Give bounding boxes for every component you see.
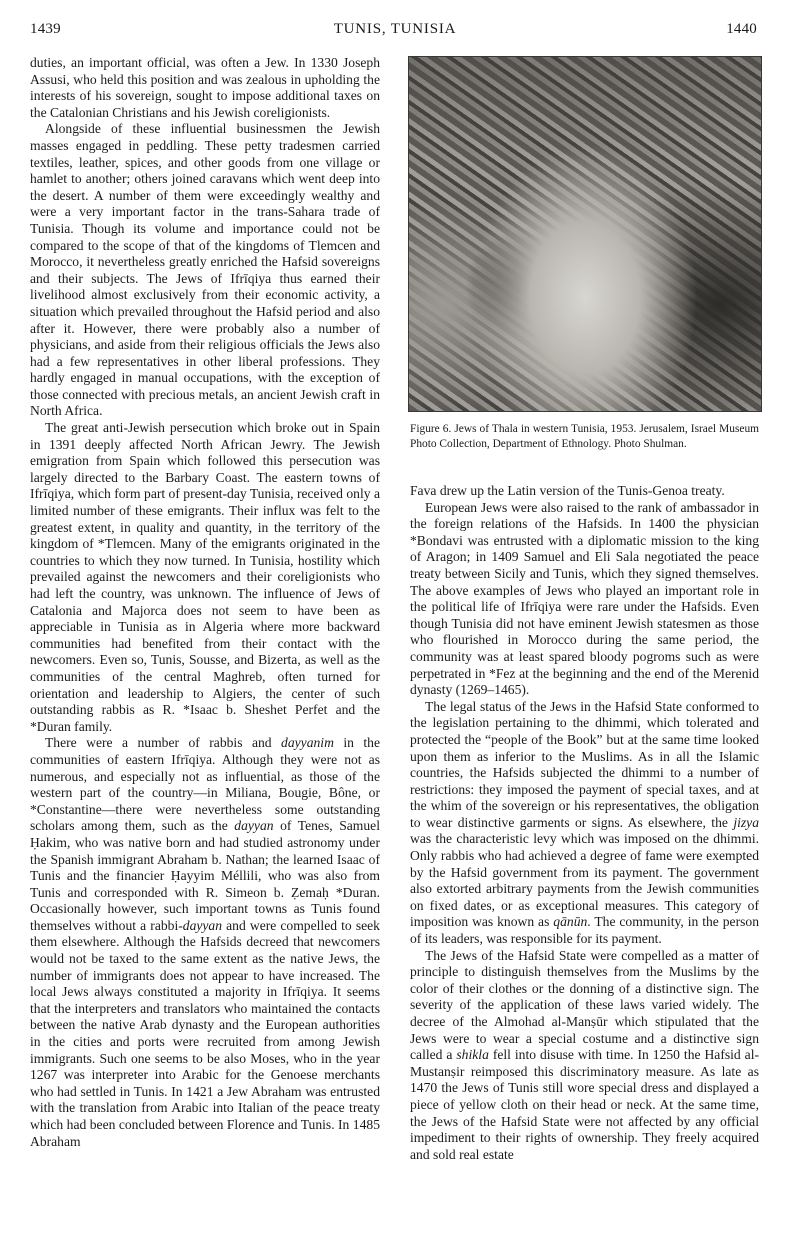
text-run: European Jews were also raised to the rank of ambassador in the foreign relations of the Hafsids. In 1400 the physician *Bondavi was entrusted with a diplomatic mission to the king of Aragon; in 1409 Samuel and Eli Sala negotiated the peace treaty between Sicily and Tunis, which they signed themselves. The above examples of Jews who played an important role in the political life of Ifrīqiya were rare under the Hafsids. Even though Tunisia did not have eminent Jewish statesmen as those who flourished in Morocco during the same period, the community was at least spared bloody pogroms such as were perpetrated in *Fez at the beginning and the end of the Merenid dynasty (1269–1465). — [410, 499, 759, 698]
text-run: The legal status of the Jews in the Hafsid State conformed to the legislation pertaining to the dhimmi, which tolerated and protected the “people of the Book” but at the same time looked upon them as inferior to the Muslims. As in all the Islamic countries, the Hafsids subjected the dhimmi to a number of restrictions: they imposed the payment of special taxes, and at the whim of the sovereign or his representatives, the obligation to wear distinctive garments or signs. As elsewhere, the — [410, 698, 759, 830]
text-run: was the characteristic levy which was imposed on the dhimmi. Only rabbis who had achieved a degree of fame were exempted by the Hafsid government from its payment. The government also extorted arbitrary payments from the Jewish communities on fixed dates, or as exceptional measures. This category of imposition was known as — [410, 831, 759, 930]
page-number-right: 1440 — [726, 21, 757, 37]
text-run: in the communities of eastern Ifrīqiya. Although they were not as numerous, and especially not as influential, as those of the western part of the country—in Miliana, Bougie, Bône, or *Constantine—there were nevertheless some outstanding scholars among them, such as the — [30, 735, 381, 834]
italic-term: dayyanim — [281, 735, 334, 751]
running-title: TUNIS, TUNISIA — [333, 21, 457, 37]
text-run: . The community, in the person of its leaders, was responsible for its payment. — [410, 914, 759, 947]
paragraph — [30, 735, 380, 1150]
figure-photo — [408, 56, 762, 412]
text-run: Fava drew up the Latin version of the Tunis-Genoa treaty. — [410, 483, 725, 498]
text-run: The Jews of the Hafsid State were compelled as a matter of principle to distinguish themselves from the Muslims by the color of their clothes or the donning of a distinctive sign. The severity of the application of these laws varied widely. The decree of the Almohad al-Manṣūr which stipulated that the Jews were to wear a special costume and a distinctive sign called a — [410, 947, 759, 1063]
photo-shading — [409, 57, 761, 411]
paragraph — [30, 420, 380, 735]
text-run: fell into disuse with time. In 1250 the Hafsid al-Mustanṣir reimposed this discriminatory measure. As late as 1470 the Jews of Tunis still wore special dress and displayed a piece of yellow cloth on their head or neck. At the same time, the Jews of the Hafsid State were not affected by any official impediment to their rights of ownership. They freely acquired and sold real estate — [410, 1047, 759, 1162]
left-text-column — [30, 55, 380, 1150]
page-number-left: 1439 — [30, 21, 61, 37]
italic-term: dayyan — [234, 818, 274, 834]
text-run: duties, an important official, was often a Jew. In 1330 Joseph Assusi, who held this position and was zealous in upholding the interests of his sovereign, sought to impose additional taxes on the Catalonian Christians and his Jewish coreligionists. — [30, 55, 380, 120]
text-run: Alongside of these influential businessmen the Jewish masses engaged in peddling. These petty tradesmen carried textiles, leather, spices, and other goods from one village or hamlet to another; others joined caravans which went deep into the desert. A number of them were exceedingly wealthy and were a very important factor in the trans-Sahara trade of Tunisia. Though its volume and importance could not be compared to the scope of that of the kingdoms of Tlemcen and Morocco, it nevertheless greatly enriched the Hafsid sovereigns and their subjects. The Jews of Ifrīqiya thus earned their livelihood almost exclusively from their economic activity, a situation which prevailed throughout the Hafsid period and also after it. However, there were probably also a number of physicians, and aside from their religious officials the Jews also had a few representatives in other liberal professions. They hardly engaged in manual occupations, with the exception of those connected with precious metals, an ancient Jewish craft in North Africa. — [30, 121, 380, 419]
italic-term: jizya — [733, 814, 759, 830]
italic-term: shikla — [456, 1047, 489, 1063]
paragraph — [410, 483, 759, 500]
italic-term: dayyan — [182, 917, 223, 933]
right-text-column — [410, 483, 759, 1163]
paragraph — [410, 500, 759, 699]
text-run: of Tenes, Samuel Ḥakim, who was native born and had studied astronomy under the Spanish immigrant Abraham b. Nathan; the learned Isaac of Tunis and the financier Ḥayyim Méllili, who was also from Tunis and corresponded with R. Simeon b. Ẓemaḥ *Duran. Occasionally however, such important towns as Tunis found themselves without a rabbi- — [30, 818, 380, 933]
text-run: There were a number of rabbis and — [45, 735, 282, 751]
italic-term: qānūn — [553, 914, 588, 930]
text-run: and were compelled to seek them elsewhere. Although the Hafsids decreed that newcomers would not be taxed to the same extent as the native Jews, the number of immigrants does not appear to have increased. The local Jews always constituted a majority in Ifrīqiya. It seems that the interpreters and translators who maintained the contacts between the native Arab dynasty and the European authorities in the cities and ports were recruited from among Jewish immigrants. Such one seems to be also Moses, who in the year 1267 was interpreter into Arabic for the Genoese merchants who had settled in Tunis. In 1421 a Jew Abraham was entrusted with the translation from Arabic into Italian of the peace treaty which had been concluded between Florence and Tunis. In 1485 Abraham — [30, 917, 380, 1149]
figure-caption: Figure 6. Jews of Thala in western Tunisia, 1953. Jerusalem, Israel Museum Photo Collection, Department of Ethnology. Photo Shulman. — [410, 423, 759, 450]
text-run: The great anti-Jewish persecution which broke out in Spain in 1391 deeply affected North African Jewry. The Jewish emigration from Spain which followed this persecution was largely directed to the Barbary Coast. The eastern towns of Ifrīqiya, which form part of present-day Tunisia, received only a limited number of these emigrants. Their influx was felt to the greatest extent, in quality and quantity, in the territory of the kingdom of *Tlemcen. Many of the emigrants originated in the countries to which they now turned. In Tunisia, hostility which prevailed against the newcomers and their coreligionists who had left the country, was unknown. The influence of Jews of Catalonia and Majorca does not seem to have been as appreciable in Tunisia as in Algeria where more backward communities had benefited from their contact with the newcomers. Even so, Tunis, Sousse, and Bizerta, as well as the communities of the central Maghreb, often turned for orientation and leadership to Algiers, the center of such outstanding rabbis as R. *Isaac b. Sheshet Perfet and the *Duran family. — [30, 420, 380, 734]
paragraph — [30, 55, 380, 121]
paragraph — [410, 948, 759, 1164]
paragraph — [410, 699, 759, 948]
paragraph — [30, 121, 380, 420]
